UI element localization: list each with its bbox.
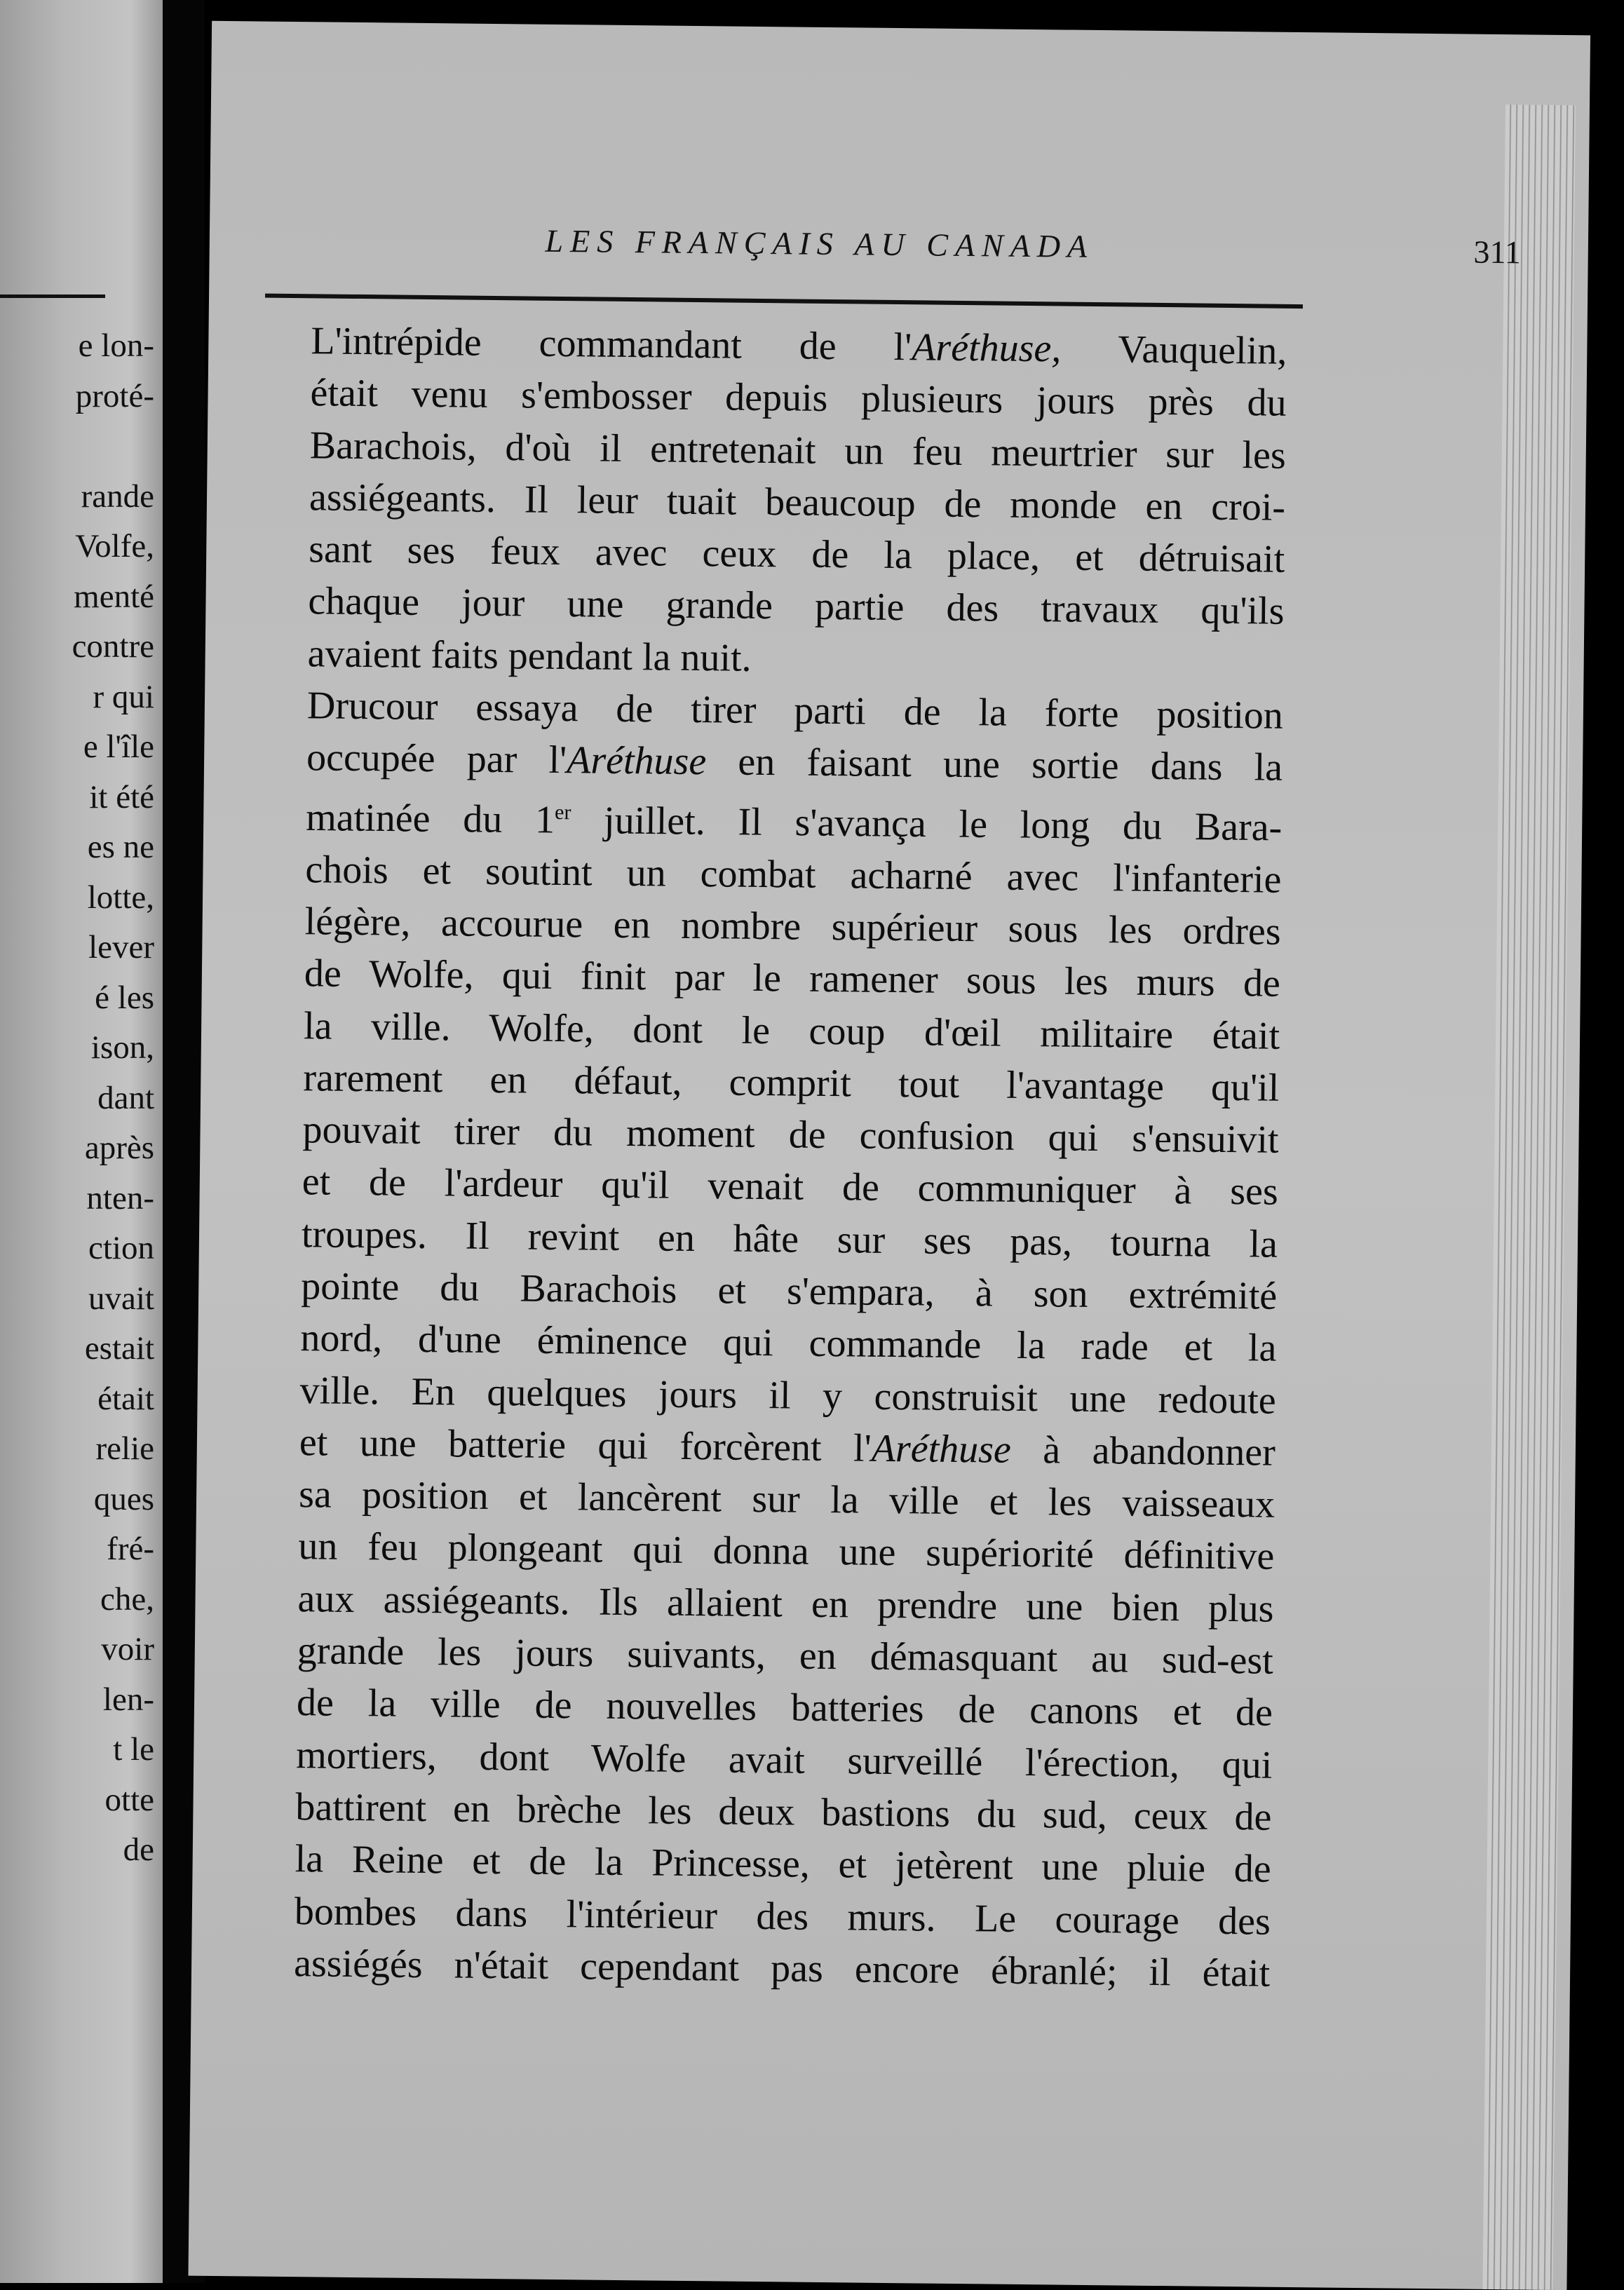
left-page-line: uvait (88, 1280, 154, 1317)
left-page-line: était (97, 1380, 154, 1417)
left-page-line: proté- (75, 377, 154, 414)
left-page-line: e l'île (83, 729, 154, 765)
page-edges (1482, 104, 1576, 2290)
left-page-line: e lon- (78, 327, 154, 364)
left-page-line: estait (84, 1330, 154, 1367)
running-title: LES FRANÇAIS AU CANADA (545, 222, 1095, 264)
text-line: mortiers, dont Wolfe avait surveillé l'érection, qui (295, 1733, 1273, 1787)
left-page-line: Volfe, (75, 528, 154, 564)
text-line: pouvait tirer du moment de confusion qui s'ensuivit (302, 1108, 1279, 1162)
text-line: battirent en brèche les deux bastions du sud, ceux de (295, 1785, 1272, 1839)
text-line: chois et soutint un combat acharné avec l'infanterie (305, 847, 1282, 902)
text-line: assiégés n'était cependant pas encore ébranlé; il était (293, 1941, 1271, 1996)
left-page-line: fré- (107, 1531, 154, 1567)
left-page-line: dant (97, 1079, 154, 1116)
text-line: aux assiégeants. Ils allaient en prendre une bien plus (297, 1576, 1274, 1631)
left-page-line: it été (89, 778, 154, 815)
text-line: rarement en défaut, comprit tout l'avantage qu'il (303, 1056, 1280, 1110)
left-page-line: ison, (90, 1029, 154, 1066)
left-page-line: ction (88, 1230, 154, 1266)
paragraph-1 (252, 314, 1287, 689)
text-line: de la ville de nouvelles batteries de canons et de (296, 1681, 1273, 1735)
text-line: légère, accourue en nombre supérieur sous les ordres (304, 900, 1281, 954)
left-page-line: après (84, 1130, 154, 1166)
left-page-line: voir (101, 1631, 154, 1667)
paragraph-2 (239, 679, 1283, 1999)
right-page (188, 21, 1590, 2290)
left-page-line: ques (93, 1480, 154, 1517)
text-line: assiégeants. Il leur tuait beaucoup de monde en croi- (309, 475, 1286, 529)
left-page-line: menté (74, 578, 154, 615)
text-line: Drucour essaya de tirer parti de la forte position (306, 684, 1284, 738)
text-line: ville. En quelques jours il y construisit une redoute (299, 1368, 1276, 1423)
text-line: un feu plongeant qui donna une supériorité définitive (298, 1524, 1275, 1579)
left-page-line: che, (100, 1580, 154, 1618)
left-page-line: r qui (93, 678, 154, 715)
left-page-line: len- (102, 1681, 154, 1718)
left-page-line: relie (95, 1430, 154, 1467)
text-line: de Wolfe, qui finit par le ramener sous les murs de (304, 951, 1281, 1006)
text-line: sant ses feux avec ceux de la place, et détruisait (308, 527, 1285, 582)
text-line: Barachois, d'où il entretenait un feu meurtrier sur les (309, 423, 1287, 477)
text-line: la ville. Wolfe, dont le coup d'œil militaire était (303, 1003, 1280, 1058)
text-line: bombes dans l'intérieur des murs. Le courage des (294, 1889, 1271, 1944)
left-page-line: lever (88, 929, 154, 966)
left-page-line: contre (72, 628, 154, 665)
text-line: troupes. Il revint en hâte sur ses pas, tourna la (301, 1212, 1278, 1266)
left-page-line: t le (113, 1731, 154, 1768)
text-line: chaque jour une grande partie des travaux qu'ils (308, 579, 1285, 634)
left-page-line: lotte, (87, 879, 154, 916)
text-line: grande les jours suivants, en démasquant au sud-est (297, 1629, 1274, 1683)
page-number: 311 (1473, 233, 1522, 271)
left-page-header-rule (0, 294, 105, 298)
text-line: la Reine et de la Princesse, et jetèrent une pluie de (295, 1837, 1271, 1891)
text-line: occupée par l'Aréthuse en faisant une sortie dans la (306, 736, 1283, 790)
header-rule (265, 294, 1303, 309)
text-line: avaient faits pendant la nuit. (307, 632, 752, 680)
text-line: et de l'ardeur qu'il venait de communiquer à ses (302, 1160, 1279, 1214)
text-line: L'intrépide commandant de l'Aréthuse, Vauquelin, (311, 319, 1287, 373)
left-page-fragment (0, 0, 163, 2283)
body-text (239, 314, 1287, 1999)
text-line: matinée du 1er juillet. Il s'avança le long du Bara- (305, 795, 1283, 850)
text-line: sa position et lancèrent sur la ville et les vaisseaux (298, 1472, 1275, 1526)
left-page-line: es ne (87, 829, 154, 865)
left-page-line: nten- (86, 1179, 154, 1217)
text-line: pointe du Barachois et s'empara, à son extrémité (300, 1264, 1278, 1318)
text-line: et une batterie qui forcèrent l'Aréthuse à abandonner (299, 1421, 1276, 1475)
left-page-line: é les (95, 979, 154, 1016)
left-page-line: rande (81, 477, 154, 515)
page-header (468, 222, 1521, 282)
left-page-line: de (123, 1831, 154, 1868)
left-page-line: otte (104, 1781, 154, 1818)
text-line: nord, d'une éminence qui commande la rade et la (300, 1316, 1277, 1371)
text-line: était venu s'embosser depuis plusieurs jours près du (310, 371, 1287, 426)
